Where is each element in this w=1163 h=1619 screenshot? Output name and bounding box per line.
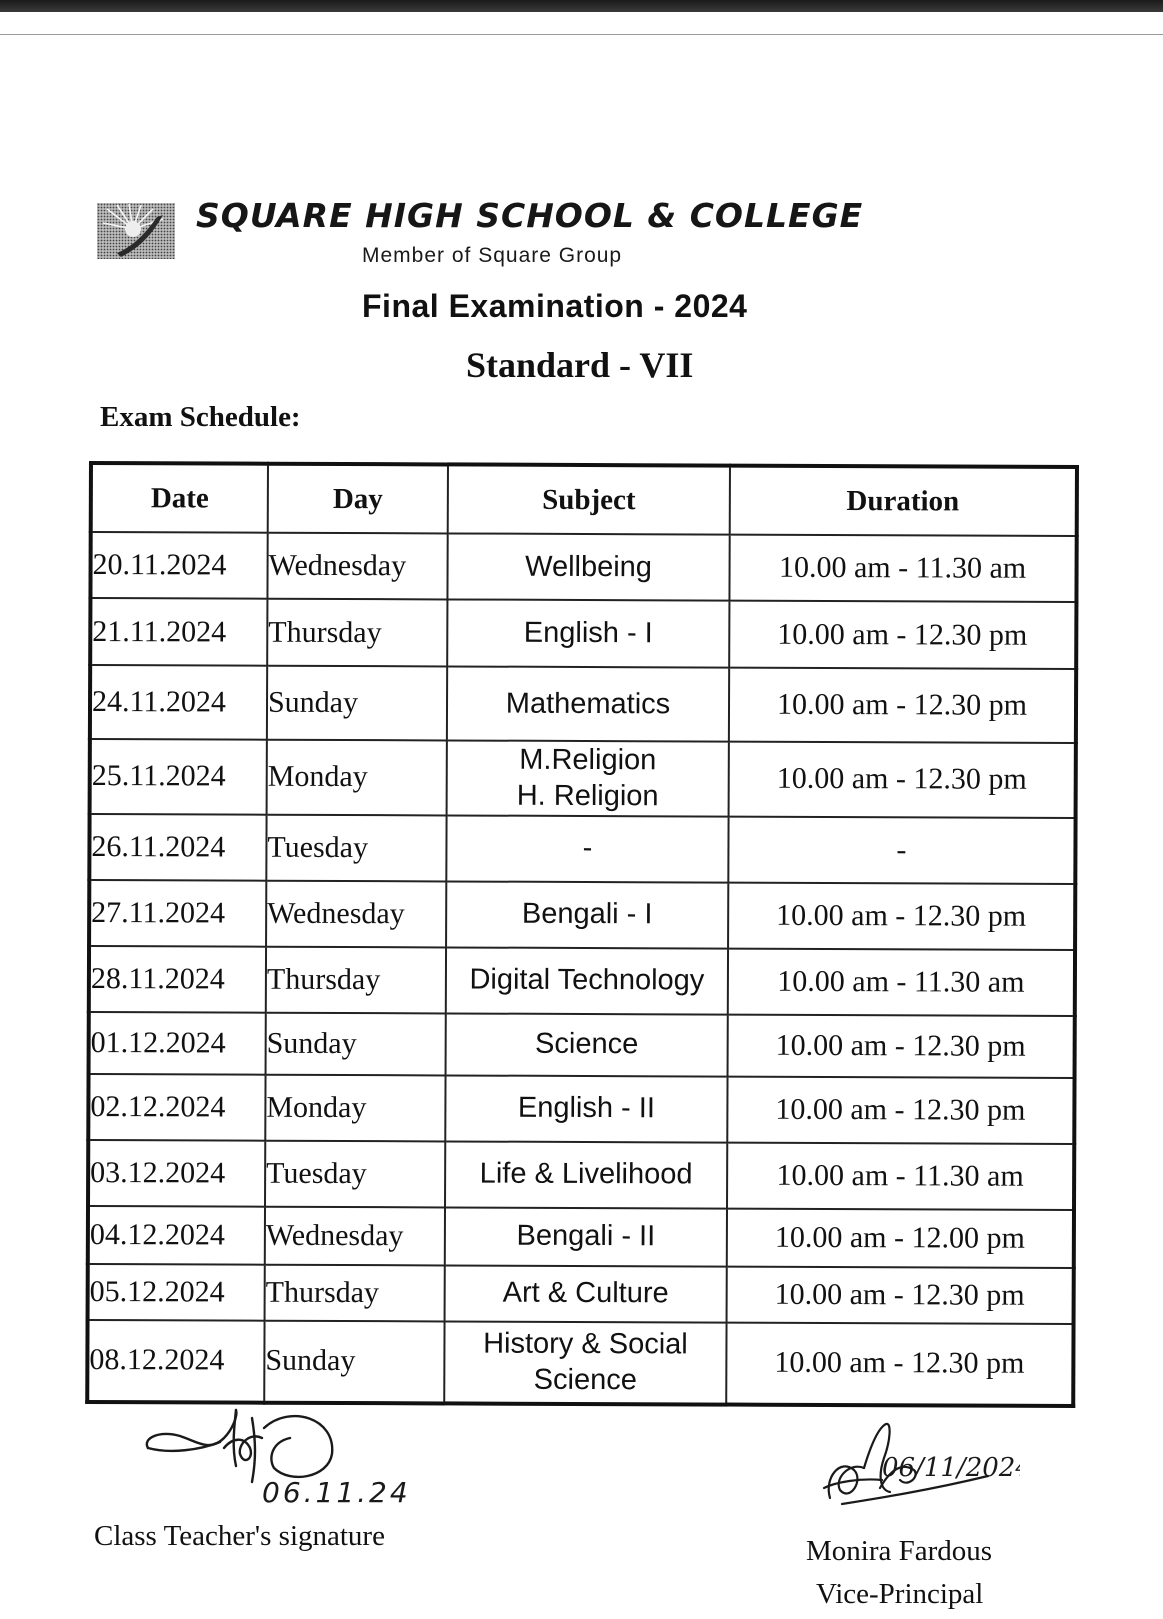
subject-line: History & Social [483,1327,688,1361]
table-row [88,1264,1074,1324]
day-cell: Thursday [266,946,446,1013]
duration-cell: - [728,816,1075,883]
day-cell: Wednesday [267,533,447,600]
table-row [89,814,1075,884]
day-cell: Sunday [264,1320,444,1403]
day-cell: Monday [265,1074,445,1141]
table-row [87,1320,1073,1406]
scan-edge [0,0,1163,12]
day-cell: Wednesday [265,1206,445,1265]
date-cell: 28.11.2024 [89,946,266,1013]
date-cell: 25.11.2024 [90,739,267,814]
subject-cell: English - II [445,1075,727,1142]
subject-cell: Wellbeing [447,533,729,600]
subject-cell: Life & Livelihood [445,1141,727,1208]
subject-cell: Mathematics [447,666,729,741]
exam-schedule-table [85,461,1079,1407]
table-row [90,665,1076,743]
date-cell: 26.11.2024 [89,814,266,881]
date-cell: 20.11.2024 [90,532,267,599]
table-row [90,739,1076,817]
date-cell: 24.11.2024 [90,665,267,740]
date-cell: 01.12.2024 [89,1012,266,1075]
exam-title: Final Examination - 2024 [362,288,748,324]
schedule-heading: Exam Schedule: [100,401,301,433]
duration-cell: 10.00 am - 12.30 pm [728,1014,1075,1077]
column-header-date: Date [91,463,268,533]
day-cell: Tuesday [266,814,446,881]
subject-cell: Bengali - II [445,1207,727,1266]
subject-cell [444,1321,726,1404]
vice-principal-title: Vice-Principal [816,1578,984,1610]
day-cell: Sunday [266,1012,446,1075]
subject-cell: Science [446,1013,728,1076]
member-line: Member of Square Group [362,244,623,267]
day-cell: Thursday [265,1264,445,1321]
date-cell: 05.12.2024 [88,1264,265,1321]
table-row [90,532,1076,602]
vice-principal-name: Monira Fardous [806,1535,993,1567]
duration-cell: 10.00 am - 12.30 pm [729,601,1076,669]
subject-line: H. Religion [516,779,659,813]
day-cell: Sunday [267,666,447,741]
day-cell: Wednesday [266,880,446,947]
duration-cell: 10.00 am - 12.00 pm [727,1208,1074,1267]
date-cell: 03.12.2024 [88,1140,265,1207]
vice-principal-signature [820,1418,1020,1528]
subject-cell [447,740,729,816]
standard-label: Standard - VII [466,345,694,385]
table-row [88,1140,1074,1210]
column-header-duration: Duration [730,466,1077,536]
day-cell: Monday [267,740,447,815]
duration-cell: 10.00 am - 11.30 am [728,948,1075,1015]
date-cell: 04.12.2024 [88,1206,265,1265]
subject-line: Science [533,1363,637,1397]
table-row [89,880,1075,950]
column-header-day: Day [268,464,448,534]
subject-cell: - [446,815,728,882]
principal-signature-date: 06/11/2024 [882,1453,1020,1483]
day-cell: Thursday [267,599,447,667]
scan-fold-line [0,34,1163,35]
day-cell: Tuesday [265,1140,445,1207]
subject-cell: Digital Technology [446,947,728,1014]
table-row [89,1012,1075,1078]
duration-cell: 10.00 am - 12.30 pm [727,1266,1074,1323]
school-emblem-icon [97,203,175,259]
date-cell: 08.12.2024 [87,1320,264,1403]
subject-cell: Bengali - I [446,881,728,948]
school-name: SQUARE HIGH SCHOOL & COLLEGE [196,196,864,235]
table-row [90,598,1076,669]
duration-cell: 10.00 am - 11.30 am [727,1142,1074,1209]
date-cell: 21.11.2024 [90,598,267,666]
date-cell: 27.11.2024 [89,880,266,947]
subject-line: M.Religion [519,743,657,777]
class-teacher-caption: Class Teacher's signature [94,1520,385,1552]
duration-cell: 10.00 am - 11.30 am [729,535,1076,602]
duration-cell: 10.00 am - 12.30 pm [729,668,1076,743]
duration-cell: 10.00 am - 12.30 pm [729,742,1076,818]
table-row [89,946,1075,1016]
subject-cell: Art & Culture [445,1265,727,1322]
duration-cell: 10.00 am - 12.30 pm [726,1322,1073,1405]
table-header-row [91,463,1077,536]
column-header-subject: Subject [448,464,730,534]
table-row [88,1206,1074,1268]
date-cell: 02.12.2024 [88,1074,265,1141]
table-row [88,1074,1074,1144]
duration-cell: 10.00 am - 12.30 pm [728,882,1075,949]
class-teacher-signature [140,1408,440,1518]
teacher-signature-date: 06.11.24 [262,1476,411,1509]
subject-cell: English - I [447,599,729,667]
duration-cell: 10.00 am - 12.30 pm [727,1076,1074,1143]
table-body [87,532,1076,1405]
